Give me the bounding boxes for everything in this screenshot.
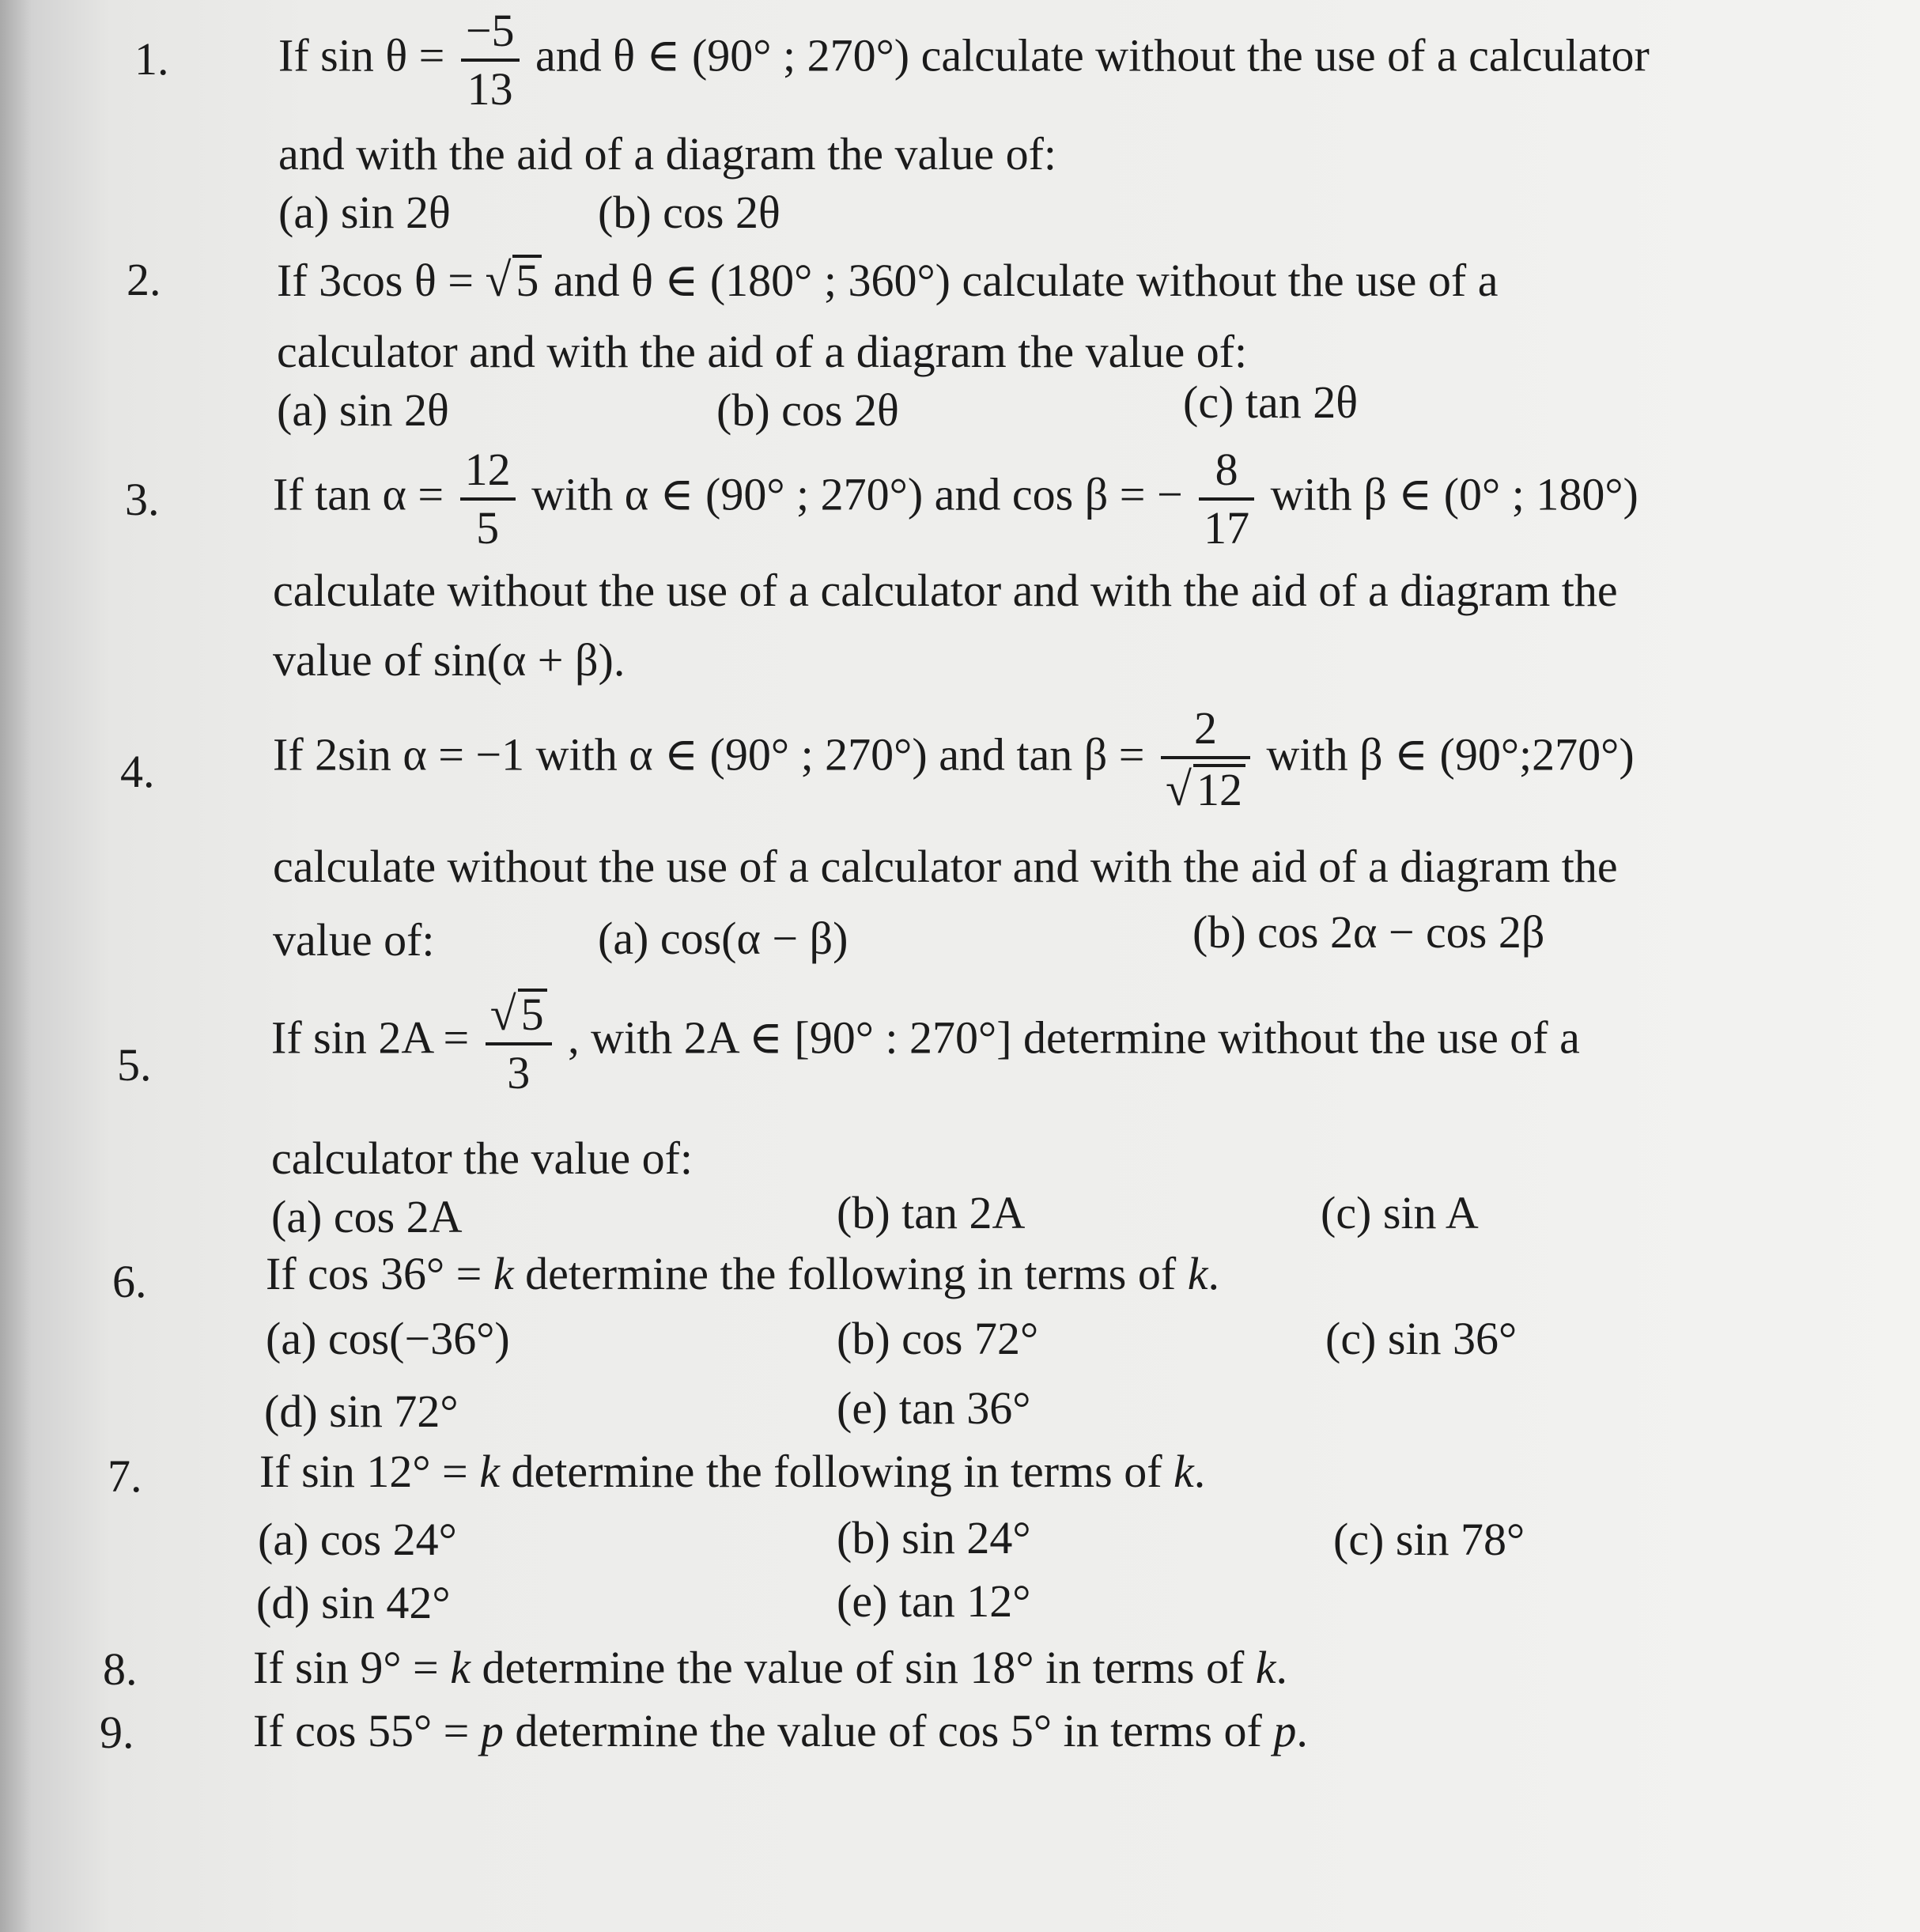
sub-part: (c) sin 36° xyxy=(1325,1313,1517,1364)
question-text: . xyxy=(1208,1248,1219,1299)
sub-part: (b) cos 2α − cos 2β xyxy=(1192,906,1545,958)
variable: k xyxy=(1187,1248,1208,1299)
question-text: . xyxy=(1193,1446,1206,1497)
sub-part: (e) tan 12° xyxy=(837,1575,1031,1627)
question-text: determine the value of sin 18° in terms of xyxy=(470,1642,1256,1693)
question-text: with β ∈ (0° ; 180°) xyxy=(1270,468,1638,520)
sub-part: (e) tan 36° xyxy=(837,1382,1031,1434)
question-number: 2. xyxy=(127,254,161,305)
radicand: 5 xyxy=(518,989,547,1038)
sub-part: (b) cos 2θ xyxy=(598,187,780,238)
sub-part: (a) cos 24° xyxy=(258,1514,457,1565)
variable: k xyxy=(493,1248,514,1299)
question-text: If tan α = xyxy=(273,468,444,520)
numerator: 12 xyxy=(460,447,516,501)
denominator: 13 xyxy=(467,63,513,115)
question-line xyxy=(271,989,1580,1096)
question-text: determine the following in terms of xyxy=(513,1248,1188,1299)
sub-part: (a) cos 2A xyxy=(271,1191,463,1242)
sub-part: (b) tan 2A xyxy=(837,1187,1026,1238)
numerator: −5 xyxy=(461,8,520,62)
question-text: If cos 55° = xyxy=(253,1705,481,1756)
sub-part: (a) cos(α − β) xyxy=(598,913,849,964)
question-text: value of: xyxy=(273,914,435,966)
denominator: 3 xyxy=(507,1047,531,1098)
sub-part: (a) cos(−36°) xyxy=(266,1313,510,1364)
fraction xyxy=(461,5,520,115)
question-text: If sin 9° = xyxy=(253,1642,451,1693)
question-number: 3. xyxy=(125,474,160,525)
sub-part: (c) tan 2θ xyxy=(1183,376,1359,428)
variable: k xyxy=(450,1642,471,1693)
question-number: 4. xyxy=(120,746,155,797)
sub-part: (d) sin 72° xyxy=(264,1386,459,1437)
fraction xyxy=(460,444,516,554)
variable: k xyxy=(1255,1642,1276,1693)
fraction xyxy=(486,989,552,1096)
sub-part: (c) sin A xyxy=(1321,1187,1479,1238)
question-text: with α ∈ (90° ; 270°) and cos β = − xyxy=(531,468,1183,520)
question-line xyxy=(278,5,1650,115)
question-text: and θ ∈ (90° ; 270°) calculate without the use of a calculator xyxy=(535,29,1650,81)
fraction xyxy=(1199,444,1254,554)
numerator: 8 xyxy=(1199,447,1254,501)
question-text: . xyxy=(1276,1642,1288,1693)
question-line xyxy=(253,1705,1308,1756)
sub-part: (a) sin 2θ xyxy=(278,187,451,238)
question-number: 8. xyxy=(103,1643,138,1695)
variable: p xyxy=(1273,1705,1297,1756)
question-line: calculator and with the aid of a diagram the value of: xyxy=(277,326,1248,377)
sub-part: (a) sin 2θ xyxy=(277,384,449,436)
sqrt-icon: √ xyxy=(1166,763,1192,815)
question-text: If sin 12° = xyxy=(259,1446,480,1497)
denominator xyxy=(1161,759,1250,813)
denominator: 17 xyxy=(1204,502,1250,554)
question-number: 7. xyxy=(108,1450,142,1502)
question-text: If sin θ = xyxy=(278,29,445,81)
question-text: , with 2A ∈ [90° : 270°] determine without the use of a xyxy=(568,1011,1580,1064)
variable: k xyxy=(1174,1446,1194,1497)
question-line: and with the aid of a diagram the value of: xyxy=(278,128,1057,180)
sub-part: (c) sin 78° xyxy=(1333,1514,1525,1565)
question-line xyxy=(259,1446,1206,1497)
question-text: and θ ∈ (180° ; 360°) calculate without the use of a xyxy=(553,255,1499,306)
question-text: with β ∈ (90°;270°) xyxy=(1266,728,1635,781)
sub-part: (b) cos 2θ xyxy=(716,384,899,436)
radicand: 5 xyxy=(512,255,542,304)
sub-part: (b) cos 72° xyxy=(837,1313,1039,1364)
question-text: If 3cos θ = xyxy=(277,255,474,306)
question-text: . xyxy=(1296,1705,1308,1756)
question-line xyxy=(253,1642,1288,1693)
question-line xyxy=(277,255,1498,304)
variable: p xyxy=(480,1705,504,1756)
question-text: determine the value of cos 5° in terms of xyxy=(503,1705,1274,1756)
question-line: calculate without the use of a calculator and with the aid of a diagram the xyxy=(273,841,1618,892)
question-text: If sin 2A = xyxy=(271,1011,470,1064)
question-line xyxy=(273,444,1638,554)
question-text: determine the following in terms of xyxy=(499,1446,1174,1497)
sqrt-icon: √ xyxy=(485,254,512,306)
numerator xyxy=(486,989,552,1045)
radicand: 12 xyxy=(1193,764,1245,813)
denominator: 5 xyxy=(476,502,500,554)
numerator: 2 xyxy=(1161,705,1250,759)
question-number: 9. xyxy=(100,1707,134,1758)
question-text: If 2sin α = −1 with α ∈ (90° ; 270°) and tan β = xyxy=(273,728,1145,781)
sqrt-icon: √ xyxy=(489,988,516,1040)
question-line: calculator the value of: xyxy=(271,1132,694,1184)
question-line: calculate without the use of a calculator and with the aid of a diagram the xyxy=(273,565,1618,616)
sub-part: (d) sin 42° xyxy=(256,1577,451,1628)
question-line xyxy=(266,1248,1219,1299)
sub-part: (b) sin 24° xyxy=(837,1512,1031,1563)
question-text: If cos 36° = xyxy=(266,1248,493,1299)
question-line xyxy=(273,702,1635,815)
variable: k xyxy=(479,1446,500,1497)
fraction xyxy=(1161,702,1250,815)
question-line: value of sin(α + β). xyxy=(273,634,626,686)
question-number: 1. xyxy=(134,33,169,85)
question-number: 5. xyxy=(117,1039,152,1091)
question-number: 6. xyxy=(112,1256,147,1307)
